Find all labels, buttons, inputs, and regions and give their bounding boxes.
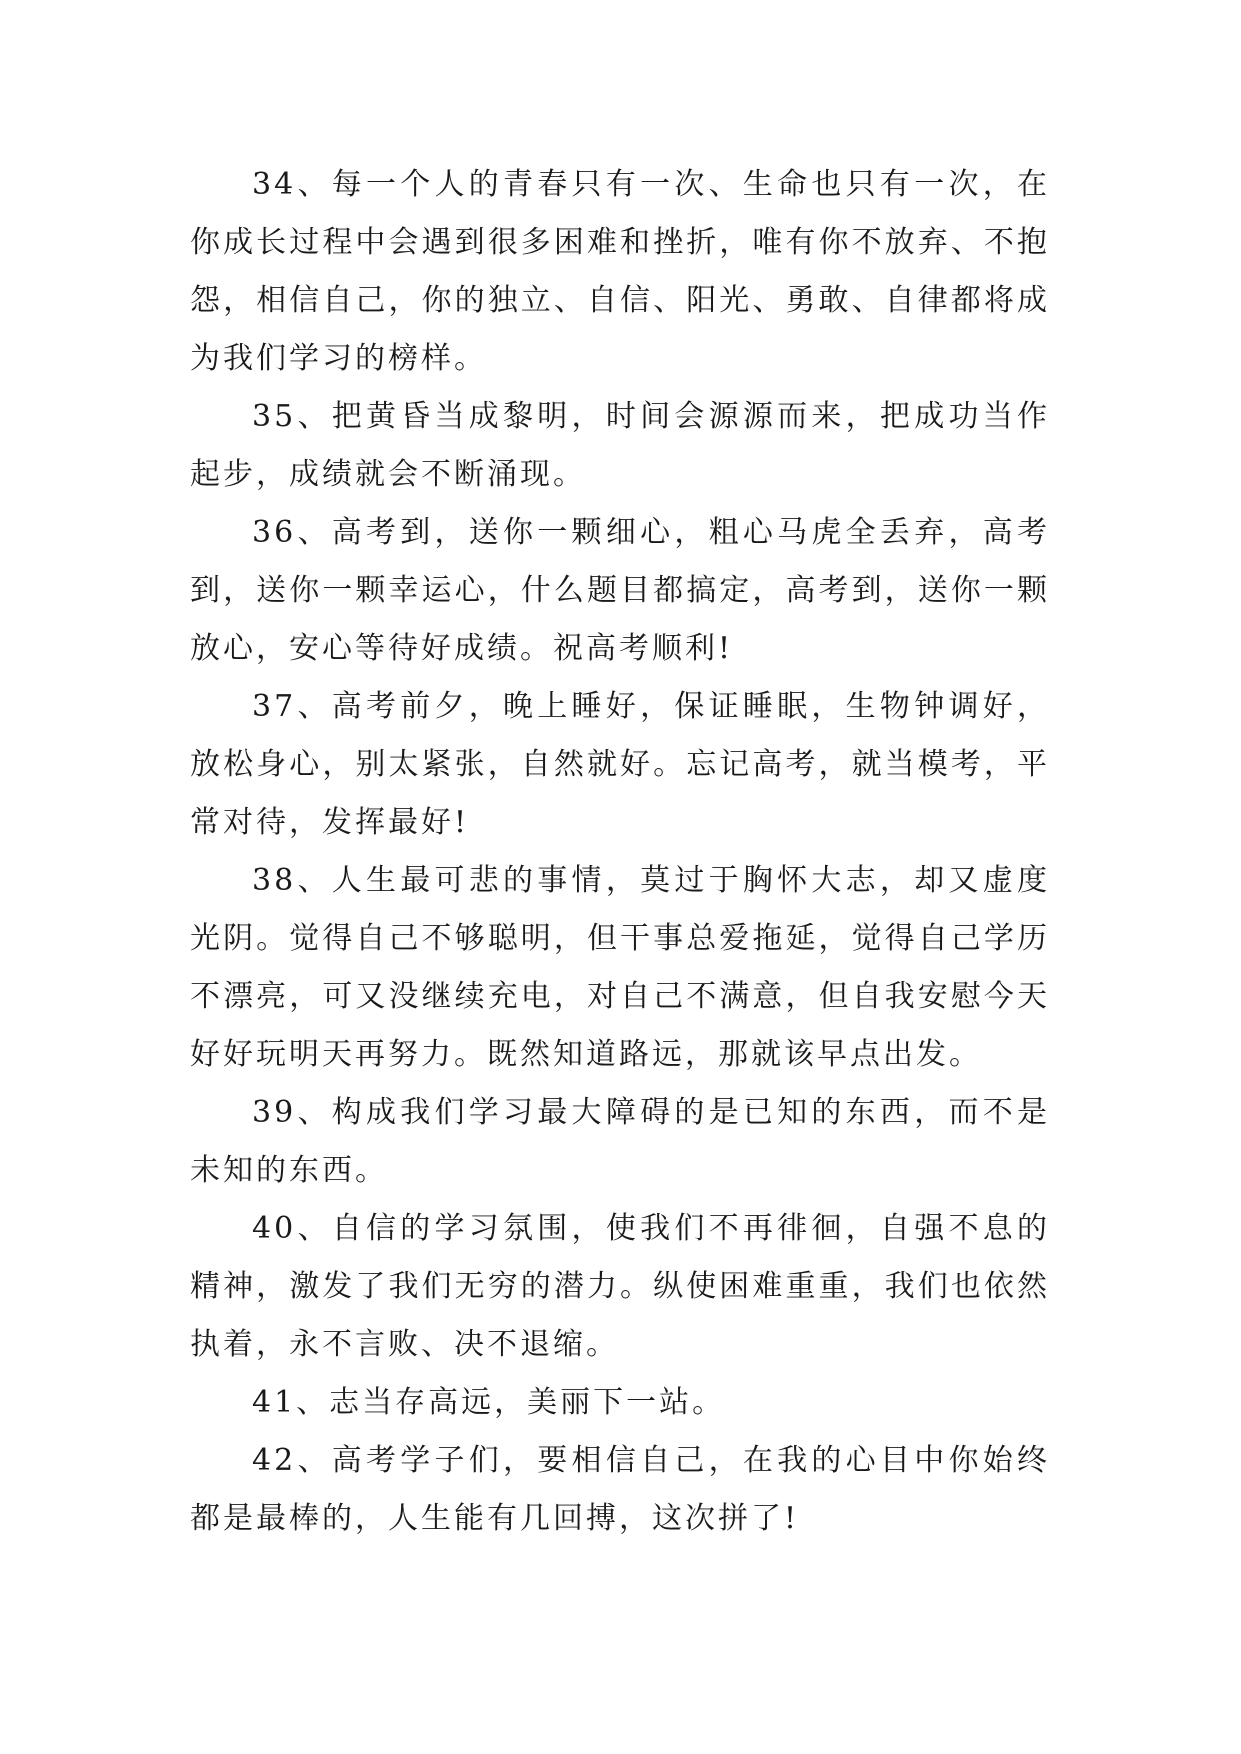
paragraph-42: 42、高考学子们，要相信自己，在我的心目中你始终都是最棒的，人生能有几回搏，这次拼了! <box>190 1443 1050 1536</box>
paragraph-34: 34、每一个人的青春只有一次、生命也只有一次，在你成长过程中会遇到很多困难和挫折，唯有你不放弃、不抱怨，相信自己，你的独立、自信、阳光、勇敢、自律都将成为我们学习的榜样。 <box>190 167 1050 376</box>
paragraph-39: 39、构成我们学习最大障碍的是已知的东西，而不是未知的东西。 <box>190 1095 1050 1188</box>
document-body <box>190 156 1050 1548</box>
paragraph-35: 35、把黄昏当成黎明，时间会源源而来，把成功当作起步，成绩就会不断涌现。 <box>190 399 1050 492</box>
paragraph-37: 37、高考前夕，晚上睡好，保证睡眠，生物钟调好，放松身心，别太紧张，自然就好。忘记高考，就当模考，平常对待，发挥最好! <box>190 689 1050 840</box>
paragraph-41: 41、志当存高远，美丽下一站。 <box>252 1385 726 1420</box>
paragraph-38: 38、人生最可悲的事情，莫过于胸怀大志，却又虚度光阴。觉得自己不够聪明，但干事总爱拖延，觉得自己学历不漂亮，可又没继续充电，对自己不满意，但自我安慰今天好好玩明天再努力。既然知道路远，那就该早点出发。 <box>190 863 1050 1072</box>
paragraph-36: 36、高考到，送你一颗细心，粗心马虎全丢弃，高考到，送你一颗幸运心，什么题目都搞定，高考到，送你一颗放心，安心等待好成绩。祝高考顺利! <box>190 515 1050 666</box>
paragraph-40: 40、自信的学习氛围，使我们不再徘徊，自强不息的精神，激发了我们无穷的潜力。纵使困难重重，我们也依然执着，永不言败、决不退缩。 <box>190 1211 1050 1362</box>
